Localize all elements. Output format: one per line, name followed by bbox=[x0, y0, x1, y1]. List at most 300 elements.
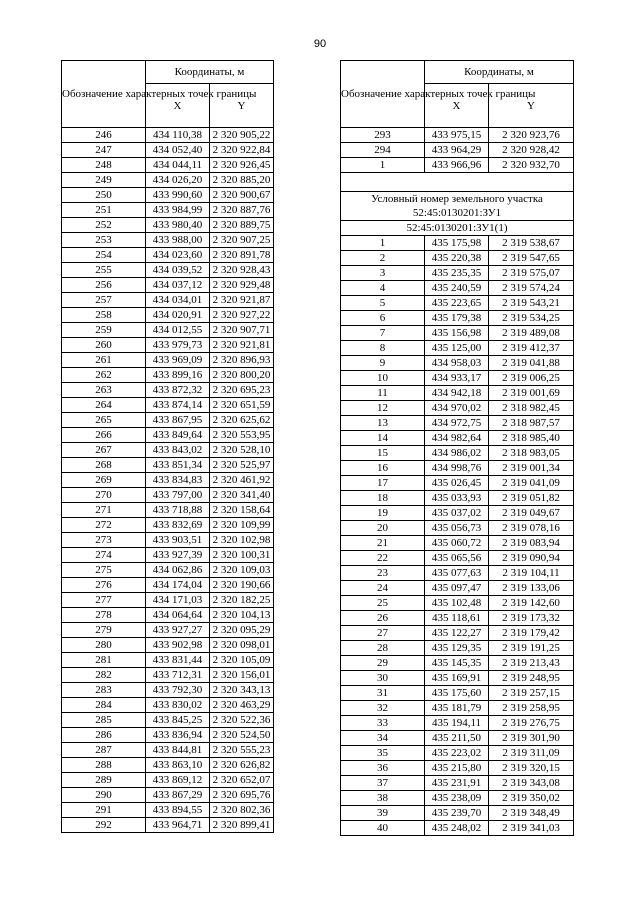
point-number: 256 bbox=[62, 278, 146, 293]
x-coordinate: 434 998,76 bbox=[425, 461, 489, 476]
parcel-contour: 52:45:0130201:ЗУ1(1) bbox=[341, 221, 574, 236]
table-row bbox=[62, 728, 274, 743]
point-label-header: Обозначение характерных точек границы bbox=[62, 61, 146, 128]
table-row bbox=[341, 731, 574, 746]
y-coordinate: 2 320 887,76 bbox=[210, 203, 274, 218]
x-coordinate: 435 220,38 bbox=[425, 251, 489, 266]
table-row bbox=[62, 398, 274, 413]
y-coordinate: 2 320 802,36 bbox=[210, 803, 274, 818]
x-coordinate: 434 972,75 bbox=[425, 416, 489, 431]
y-coordinate: 2 319 343,08 bbox=[489, 776, 574, 791]
y-coordinate: 2 319 538,67 bbox=[489, 236, 574, 251]
y-coordinate: 2 320 695,23 bbox=[210, 383, 274, 398]
table-row bbox=[341, 416, 574, 431]
point-number: 37 bbox=[341, 776, 425, 791]
y-coordinate: 2 319 049,67 bbox=[489, 506, 574, 521]
x-coordinate: 433 874,14 bbox=[146, 398, 210, 413]
x-coordinate: 434 052,40 bbox=[146, 143, 210, 158]
table-row bbox=[62, 698, 274, 713]
table-row bbox=[62, 323, 274, 338]
x-coordinate: 434 986,02 bbox=[425, 446, 489, 461]
x-coordinate: 433 712,31 bbox=[146, 668, 210, 683]
table-row bbox=[62, 128, 274, 143]
table-row bbox=[62, 683, 274, 698]
table-row bbox=[341, 311, 574, 326]
x-coordinate: 433 969,09 bbox=[146, 353, 210, 368]
x-coordinate: 433 984,99 bbox=[146, 203, 210, 218]
point-number: 264 bbox=[62, 398, 146, 413]
x-coordinate: 433 902,98 bbox=[146, 638, 210, 653]
y-coordinate: 2 320 343,13 bbox=[210, 683, 274, 698]
point-number: 265 bbox=[62, 413, 146, 428]
x-coordinate: 435 248,02 bbox=[425, 821, 489, 836]
point-number: 294 bbox=[341, 143, 425, 158]
table-row bbox=[341, 128, 574, 143]
point-number: 2 bbox=[341, 251, 425, 266]
x-coordinate: 435 026,45 bbox=[425, 476, 489, 491]
point-number: 249 bbox=[62, 173, 146, 188]
table-row bbox=[62, 218, 274, 233]
y-coordinate: 2 319 104,11 bbox=[489, 566, 574, 581]
point-number: 261 bbox=[62, 353, 146, 368]
x-coordinate: 435 060,72 bbox=[425, 536, 489, 551]
table-row bbox=[341, 656, 574, 671]
table-row bbox=[62, 593, 274, 608]
point-number: 11 bbox=[341, 386, 425, 401]
y-coordinate: 2 320 900,67 bbox=[210, 188, 274, 203]
point-number: 13 bbox=[341, 416, 425, 431]
y-coordinate: 2 319 489,08 bbox=[489, 326, 574, 341]
point-number: 287 bbox=[62, 743, 146, 758]
point-number: 273 bbox=[62, 533, 146, 548]
point-number: 34 bbox=[341, 731, 425, 746]
table-row bbox=[62, 143, 274, 158]
table-row bbox=[62, 608, 274, 623]
y-coordinate: 2 320 158,64 bbox=[210, 503, 274, 518]
x-coordinate: 435 056,73 bbox=[425, 521, 489, 536]
table-row bbox=[341, 143, 574, 158]
x-coordinate: 433 980,40 bbox=[146, 218, 210, 233]
table-row bbox=[62, 503, 274, 518]
x-coordinate: 435 156,98 bbox=[425, 326, 489, 341]
point-number: 283 bbox=[62, 683, 146, 698]
table-row bbox=[62, 668, 274, 683]
x-coordinate: 435 122,27 bbox=[425, 626, 489, 641]
y-coordinate: 2 320 929,48 bbox=[210, 278, 274, 293]
x-coordinate: 435 194,11 bbox=[425, 716, 489, 731]
y-coordinate: 2 320 923,76 bbox=[489, 128, 574, 143]
y-coordinate: 2 320 885,20 bbox=[210, 173, 274, 188]
x-coordinate: 433 990,60 bbox=[146, 188, 210, 203]
table-row bbox=[62, 263, 274, 278]
table-row bbox=[341, 626, 574, 641]
x-coordinate: 433 834,83 bbox=[146, 473, 210, 488]
x-coordinate: 435 211,50 bbox=[425, 731, 489, 746]
y-coordinate: 2 320 463,29 bbox=[210, 698, 274, 713]
point-number: 246 bbox=[62, 128, 146, 143]
coordinates-header: Координаты, м bbox=[146, 61, 274, 84]
x-coordinate: 435 118,61 bbox=[425, 611, 489, 626]
point-number: 279 bbox=[62, 623, 146, 638]
table-row bbox=[62, 473, 274, 488]
table-row bbox=[62, 803, 274, 818]
table-row bbox=[62, 278, 274, 293]
x-coordinate: 433 964,29 bbox=[425, 143, 489, 158]
y-coordinate: 2 320 528,10 bbox=[210, 443, 274, 458]
table-row bbox=[62, 428, 274, 443]
x-coordinate: 433 894,55 bbox=[146, 803, 210, 818]
point-number: 257 bbox=[62, 293, 146, 308]
point-number: 12 bbox=[341, 401, 425, 416]
point-number: 270 bbox=[62, 488, 146, 503]
point-number: 20 bbox=[341, 521, 425, 536]
y-coordinate: 2 319 412,37 bbox=[489, 341, 574, 356]
table-row bbox=[341, 776, 574, 791]
parcel-title-row bbox=[341, 192, 574, 221]
point-number: 35 bbox=[341, 746, 425, 761]
y-coordinate: 2 320 907,25 bbox=[210, 233, 274, 248]
table-row bbox=[341, 551, 574, 566]
y-coordinate: 2 319 173,32 bbox=[489, 611, 574, 626]
y-coordinate: 2 319 301,90 bbox=[489, 731, 574, 746]
point-number: 262 bbox=[62, 368, 146, 383]
table-row bbox=[341, 521, 574, 536]
table-row bbox=[341, 536, 574, 551]
table-row bbox=[341, 281, 574, 296]
point-number: 14 bbox=[341, 431, 425, 446]
x-coordinate: 435 239,70 bbox=[425, 806, 489, 821]
x-coordinate: 435 215,80 bbox=[425, 761, 489, 776]
point-number: 252 bbox=[62, 218, 146, 233]
point-number: 6 bbox=[341, 311, 425, 326]
x-coordinate: 434 039,52 bbox=[146, 263, 210, 278]
x-coordinate: 434 020,91 bbox=[146, 308, 210, 323]
y-coordinate: 2 320 889,75 bbox=[210, 218, 274, 233]
point-number: 291 bbox=[62, 803, 146, 818]
point-number: 269 bbox=[62, 473, 146, 488]
x-coordinate: 434 171,03 bbox=[146, 593, 210, 608]
point-number: 254 bbox=[62, 248, 146, 263]
y-coordinate: 2 319 041,09 bbox=[489, 476, 574, 491]
table-row bbox=[341, 791, 574, 806]
point-number: 288 bbox=[62, 758, 146, 773]
x-coordinate: 435 065,56 bbox=[425, 551, 489, 566]
y-coordinate: 2 320 926,45 bbox=[210, 158, 274, 173]
x-coordinate: 433 975,15 bbox=[425, 128, 489, 143]
y-coordinate: 2 319 191,25 bbox=[489, 641, 574, 656]
point-number: 281 bbox=[62, 653, 146, 668]
x-coordinate: 435 175,60 bbox=[425, 686, 489, 701]
y-coordinate: 2 320 927,22 bbox=[210, 308, 274, 323]
y-coordinate: 2 320 652,07 bbox=[210, 773, 274, 788]
table-row bbox=[62, 713, 274, 728]
point-number: 268 bbox=[62, 458, 146, 473]
x-coordinate: 435 223,65 bbox=[425, 296, 489, 311]
y-coordinate: 2 320 104,13 bbox=[210, 608, 274, 623]
table-row bbox=[62, 353, 274, 368]
y-coordinate: 2 320 553,95 bbox=[210, 428, 274, 443]
table-row bbox=[341, 746, 574, 761]
y-coordinate: 2 319 276,75 bbox=[489, 716, 574, 731]
point-number: 21 bbox=[341, 536, 425, 551]
point-number: 266 bbox=[62, 428, 146, 443]
point-number: 23 bbox=[341, 566, 425, 581]
x-coordinate: 433 830,02 bbox=[146, 698, 210, 713]
x-coordinate: 433 988,00 bbox=[146, 233, 210, 248]
table-row bbox=[62, 758, 274, 773]
x-coordinate: 435 235,35 bbox=[425, 266, 489, 281]
x-coordinate: 433 869,12 bbox=[146, 773, 210, 788]
point-number: 16 bbox=[341, 461, 425, 476]
x-coordinate: 434 942,18 bbox=[425, 386, 489, 401]
table-row bbox=[62, 653, 274, 668]
y-coordinate: 2 320 921,87 bbox=[210, 293, 274, 308]
y-coordinate: 2 320 695,76 bbox=[210, 788, 274, 803]
parcel-title-cell bbox=[341, 192, 574, 221]
point-number: 248 bbox=[62, 158, 146, 173]
x-coordinate: 435 175,98 bbox=[425, 236, 489, 251]
table-row bbox=[62, 623, 274, 638]
table-row bbox=[341, 701, 574, 716]
y-coordinate: 2 320 625,62 bbox=[210, 413, 274, 428]
table-row bbox=[341, 341, 574, 356]
x-coordinate: 435 145,35 bbox=[425, 656, 489, 671]
y-coordinate: 2 319 547,65 bbox=[489, 251, 574, 266]
table-row bbox=[341, 386, 574, 401]
point-number: 27 bbox=[341, 626, 425, 641]
x-coordinate: 433 899,16 bbox=[146, 368, 210, 383]
x-coordinate: 435 129,35 bbox=[425, 641, 489, 656]
blank-cell bbox=[341, 173, 574, 192]
x-coordinate: 433 849,64 bbox=[146, 428, 210, 443]
x-coordinate: 433 979,73 bbox=[146, 338, 210, 353]
x-header: X bbox=[146, 84, 210, 128]
point-number: 282 bbox=[62, 668, 146, 683]
y-coordinate: 2 320 100,31 bbox=[210, 548, 274, 563]
point-number: 19 bbox=[341, 506, 425, 521]
y-coordinate: 2 319 041,88 bbox=[489, 356, 574, 371]
x-coordinate: 433 927,39 bbox=[146, 548, 210, 563]
blank-separator-row bbox=[341, 173, 574, 192]
y-coordinate: 2 319 001,69 bbox=[489, 386, 574, 401]
y-coordinate: 2 318 983,05 bbox=[489, 446, 574, 461]
table-row bbox=[62, 413, 274, 428]
header-row bbox=[62, 61, 274, 84]
table-row bbox=[62, 773, 274, 788]
point-number: 10 bbox=[341, 371, 425, 386]
point-number: 272 bbox=[62, 518, 146, 533]
table-row bbox=[341, 476, 574, 491]
y-coordinate: 2 319 248,95 bbox=[489, 671, 574, 686]
table-row bbox=[62, 818, 274, 833]
x-coordinate: 434 110,38 bbox=[146, 128, 210, 143]
x-coordinate: 434 044,11 bbox=[146, 158, 210, 173]
y-coordinate: 2 320 109,03 bbox=[210, 563, 274, 578]
point-number: 36 bbox=[341, 761, 425, 776]
x-coordinate: 434 037,12 bbox=[146, 278, 210, 293]
x-coordinate: 434 062,86 bbox=[146, 563, 210, 578]
y-coordinate: 2 319 213,43 bbox=[489, 656, 574, 671]
table-row bbox=[62, 293, 274, 308]
point-number: 276 bbox=[62, 578, 146, 593]
x-coordinate: 434 012,55 bbox=[146, 323, 210, 338]
point-number: 25 bbox=[341, 596, 425, 611]
point-number: 263 bbox=[62, 383, 146, 398]
x-coordinate: 434 982,64 bbox=[425, 431, 489, 446]
y-coordinate: 2 318 987,57 bbox=[489, 416, 574, 431]
x-coordinate: 433 843,02 bbox=[146, 443, 210, 458]
y-coordinate: 2 319 320,15 bbox=[489, 761, 574, 776]
y-coordinate: 2 319 179,42 bbox=[489, 626, 574, 641]
y-coordinate: 2 319 133,06 bbox=[489, 581, 574, 596]
x-coordinate: 433 872,32 bbox=[146, 383, 210, 398]
point-number: 293 bbox=[341, 128, 425, 143]
table-row bbox=[62, 638, 274, 653]
table-row bbox=[62, 233, 274, 248]
table-row bbox=[341, 431, 574, 446]
y-coordinate: 2 320 932,70 bbox=[489, 158, 574, 173]
y-coordinate: 2 320 461,92 bbox=[210, 473, 274, 488]
y-coordinate: 2 319 078,16 bbox=[489, 521, 574, 536]
table-row bbox=[62, 788, 274, 803]
table-row bbox=[62, 443, 274, 458]
x-coordinate: 433 718,88 bbox=[146, 503, 210, 518]
point-number: 290 bbox=[62, 788, 146, 803]
y-coordinate: 2 319 311,09 bbox=[489, 746, 574, 761]
point-number: 31 bbox=[341, 686, 425, 701]
point-number: 247 bbox=[62, 143, 146, 158]
table-row bbox=[341, 566, 574, 581]
table-row bbox=[341, 506, 574, 521]
table-row bbox=[341, 716, 574, 731]
point-number: 259 bbox=[62, 323, 146, 338]
x-coordinate: 433 797,00 bbox=[146, 488, 210, 503]
table-row bbox=[62, 563, 274, 578]
y-coordinate: 2 320 907,71 bbox=[210, 323, 274, 338]
x-coordinate: 434 174,04 bbox=[146, 578, 210, 593]
x-coordinate: 435 037,02 bbox=[425, 506, 489, 521]
x-coordinate: 434 970,02 bbox=[425, 401, 489, 416]
point-number: 30 bbox=[341, 671, 425, 686]
y-coordinate: 2 319 534,25 bbox=[489, 311, 574, 326]
table-row bbox=[62, 578, 274, 593]
table-row bbox=[62, 458, 274, 473]
table-row bbox=[341, 296, 574, 311]
table-row bbox=[341, 806, 574, 821]
point-number: 33 bbox=[341, 716, 425, 731]
table-row bbox=[341, 491, 574, 506]
point-number: 284 bbox=[62, 698, 146, 713]
y-coordinate: 2 319 001,34 bbox=[489, 461, 574, 476]
x-coordinate: 435 077,63 bbox=[425, 566, 489, 581]
table-row bbox=[341, 236, 574, 251]
point-number: 17 bbox=[341, 476, 425, 491]
y-coordinate: 2 319 006,25 bbox=[489, 371, 574, 386]
point-label-header: Обозначение характерных точек границы bbox=[341, 61, 425, 128]
table-row bbox=[341, 401, 574, 416]
point-number: 292 bbox=[62, 818, 146, 833]
table-row bbox=[62, 308, 274, 323]
point-number: 278 bbox=[62, 608, 146, 623]
point-number: 289 bbox=[62, 773, 146, 788]
point-number: 38 bbox=[341, 791, 425, 806]
x-coordinate: 433 831,44 bbox=[146, 653, 210, 668]
table-row bbox=[341, 611, 574, 626]
y-coordinate: 2 320 922,84 bbox=[210, 143, 274, 158]
point-number: 18 bbox=[341, 491, 425, 506]
table-row bbox=[62, 188, 274, 203]
table-row bbox=[341, 266, 574, 281]
point-number: 1 bbox=[341, 236, 425, 251]
table-row bbox=[341, 581, 574, 596]
point-number: 15 bbox=[341, 446, 425, 461]
table-row bbox=[62, 743, 274, 758]
x-coordinate: 433 867,95 bbox=[146, 413, 210, 428]
y-coordinate: 2 320 524,50 bbox=[210, 728, 274, 743]
point-number: 9 bbox=[341, 356, 425, 371]
y-coordinate: 2 320 555,23 bbox=[210, 743, 274, 758]
table-row bbox=[62, 338, 274, 353]
page-number: 90 bbox=[313, 38, 327, 50]
point-number: 258 bbox=[62, 308, 146, 323]
y-coordinate: 2 320 896,93 bbox=[210, 353, 274, 368]
y-coordinate: 2 319 258,95 bbox=[489, 701, 574, 716]
x-coordinate: 435 181,79 bbox=[425, 701, 489, 716]
point-number: 5 bbox=[341, 296, 425, 311]
y-coordinate: 2 318 982,45 bbox=[489, 401, 574, 416]
table-row bbox=[62, 158, 274, 173]
point-number: 267 bbox=[62, 443, 146, 458]
y-coordinate: 2 320 182,25 bbox=[210, 593, 274, 608]
point-number: 255 bbox=[62, 263, 146, 278]
y-coordinate: 2 319 341,03 bbox=[489, 821, 574, 836]
y-coordinate: 2 320 525,97 bbox=[210, 458, 274, 473]
point-number: 251 bbox=[62, 203, 146, 218]
table-row bbox=[341, 461, 574, 476]
y-coordinate: 2 320 102,98 bbox=[210, 533, 274, 548]
table-row bbox=[341, 596, 574, 611]
x-coordinate: 434 026,20 bbox=[146, 173, 210, 188]
coordinates-table-left bbox=[61, 60, 274, 833]
point-number: 24 bbox=[341, 581, 425, 596]
x-coordinate: 434 958,03 bbox=[425, 356, 489, 371]
point-number: 286 bbox=[62, 728, 146, 743]
point-number: 39 bbox=[341, 806, 425, 821]
y-coordinate: 2 319 543,21 bbox=[489, 296, 574, 311]
x-coordinate: 435 223,02 bbox=[425, 746, 489, 761]
x-coordinate: 434 933,17 bbox=[425, 371, 489, 386]
x-coordinate: 433 836,94 bbox=[146, 728, 210, 743]
point-number: 40 bbox=[341, 821, 425, 836]
point-number: 285 bbox=[62, 713, 146, 728]
y-coordinate: 2 320 156,01 bbox=[210, 668, 274, 683]
x-coordinate: 434 023,60 bbox=[146, 248, 210, 263]
y-header: Y bbox=[210, 84, 274, 128]
y-coordinate: 2 320 899,41 bbox=[210, 818, 274, 833]
y-coordinate: 2 319 090,94 bbox=[489, 551, 574, 566]
y-coordinate: 2 320 800,20 bbox=[210, 368, 274, 383]
point-number: 280 bbox=[62, 638, 146, 653]
parcel-number: 52:45:0130201:ЗУ1 bbox=[412, 207, 502, 219]
x-coordinate: 433 927,27 bbox=[146, 623, 210, 638]
x-coordinate: 433 844,81 bbox=[146, 743, 210, 758]
parcel-title: Условный номер земельного участка bbox=[371, 193, 543, 205]
y-coordinate: 2 320 928,42 bbox=[489, 143, 574, 158]
y-coordinate: 2 320 891,78 bbox=[210, 248, 274, 263]
table-row bbox=[341, 158, 574, 173]
point-number: 8 bbox=[341, 341, 425, 356]
coordinates-header: Координаты, м bbox=[425, 61, 574, 84]
